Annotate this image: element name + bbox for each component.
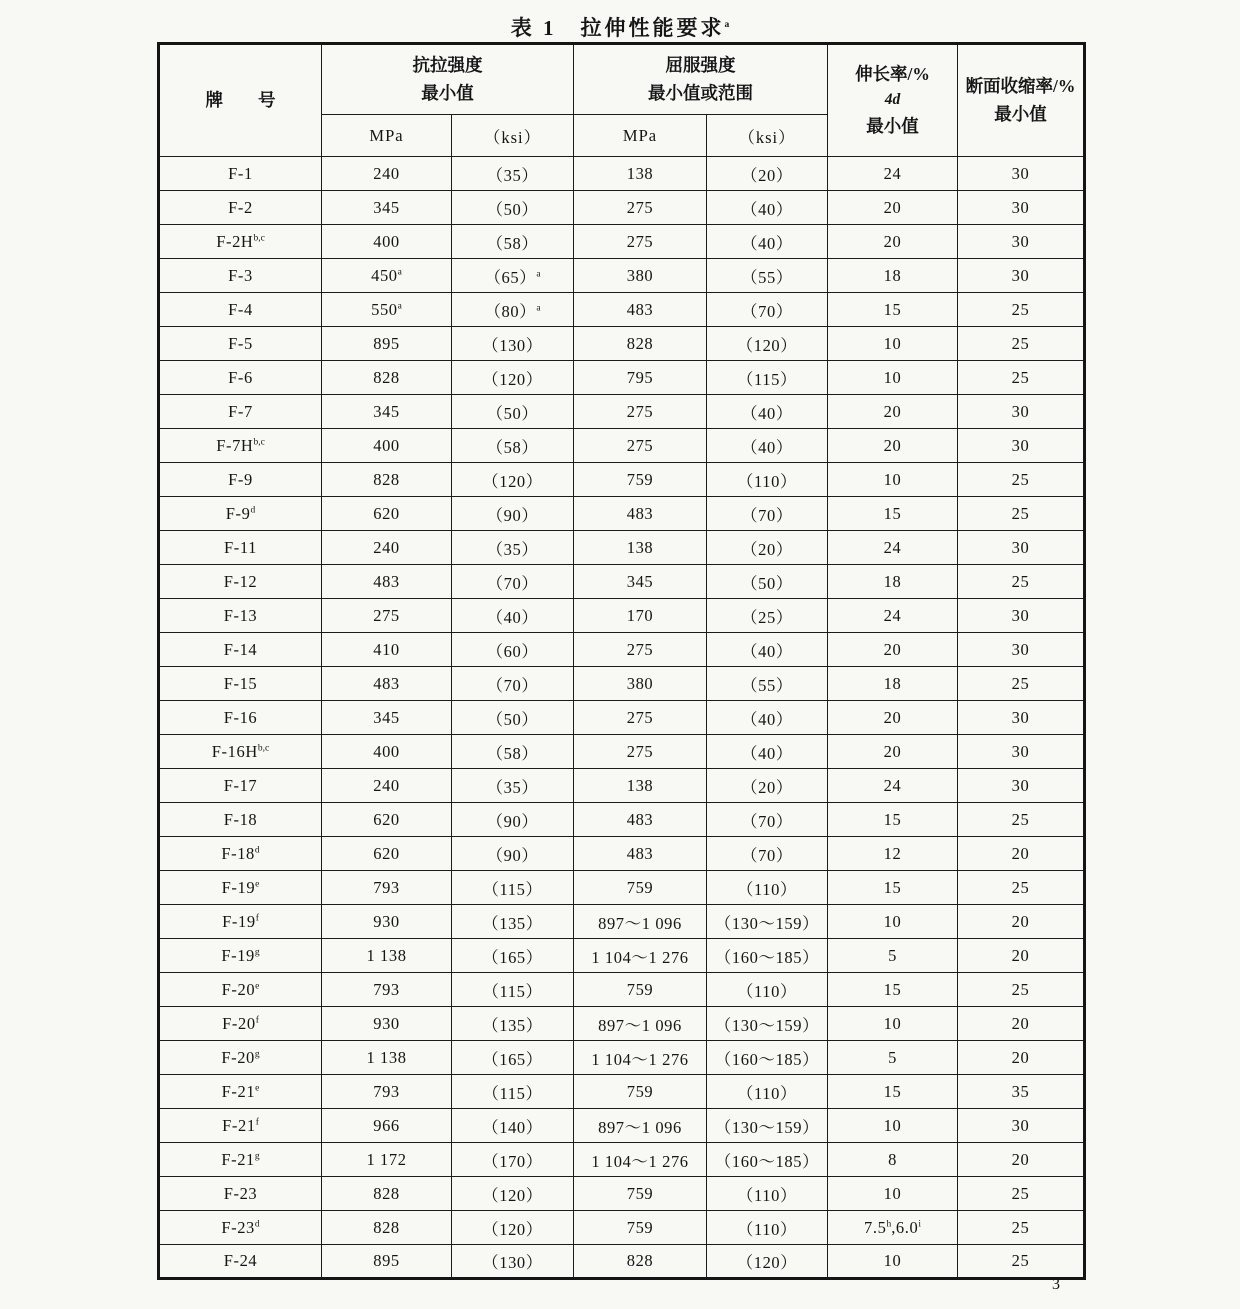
value-cell: 20 — [828, 191, 958, 225]
value-cell: （50） — [452, 395, 574, 429]
value-cell: 410 — [322, 633, 452, 667]
value-cell: 930 — [322, 1007, 452, 1041]
value-cell: 20 — [958, 1041, 1085, 1075]
table-row — [159, 667, 1085, 701]
value-cell: 8 — [828, 1143, 958, 1177]
table-row — [159, 1245, 1085, 1279]
table-row — [159, 531, 1085, 565]
value-cell: 483 — [574, 803, 707, 837]
value-cell: 10 — [828, 361, 958, 395]
value-cell: （35） — [452, 769, 574, 803]
value-cell: 759 — [574, 1211, 707, 1245]
value-cell: 30 — [958, 395, 1085, 429]
value-cell: 897～1 096 — [574, 1007, 707, 1041]
table-row — [159, 429, 1085, 463]
header-reduction-of-area — [958, 44, 1085, 157]
value-cell: 30 — [958, 225, 1085, 259]
value-cell: 25 — [958, 463, 1085, 497]
header-tensile-strength — [322, 44, 574, 115]
value-cell: （110） — [707, 1177, 828, 1211]
grade-cell: F-18$^d$ — [159, 837, 322, 871]
grade-cell: F-19$^g$ — [159, 939, 322, 973]
grade-cell: F-9 — [159, 463, 322, 497]
value-cell: 930 — [322, 905, 452, 939]
value-cell: （70） — [452, 565, 574, 599]
value-cell: （90） — [452, 497, 574, 531]
value-cell: 550$^a$ — [322, 293, 452, 327]
value-cell: 18 — [828, 565, 958, 599]
grade-cell: F-21$^f$ — [159, 1109, 322, 1143]
table-row — [159, 565, 1085, 599]
header-yield-line2: 最小值或范围 — [648, 82, 753, 103]
value-cell: （135） — [452, 1007, 574, 1041]
value-cell: （50） — [707, 565, 828, 599]
value-cell: 828 — [322, 463, 452, 497]
value-cell: 240 — [322, 531, 452, 565]
value-cell: 895 — [322, 327, 452, 361]
table-row — [159, 939, 1085, 973]
value-cell: （160～185） — [707, 1143, 828, 1177]
value-cell: 20 — [828, 735, 958, 769]
value-cell: 275 — [574, 225, 707, 259]
value-cell: 828 — [322, 361, 452, 395]
header-elongation-line2: 4d — [884, 91, 901, 109]
table-header — [159, 44, 1085, 157]
table-row — [159, 769, 1085, 803]
value-cell: 275 — [574, 191, 707, 225]
value-cell: （50） — [452, 191, 574, 225]
value-cell: 10 — [828, 1177, 958, 1211]
table-row — [159, 361, 1085, 395]
grade-cell: F-23$^d$ — [159, 1211, 322, 1245]
value-cell: 20 — [958, 1007, 1085, 1041]
table-row — [159, 1075, 1085, 1109]
value-cell: 15 — [828, 497, 958, 531]
value-cell: 20 — [958, 837, 1085, 871]
value-cell: 25 — [958, 803, 1085, 837]
value-cell: 828 — [322, 1177, 452, 1211]
value-cell: 966 — [322, 1109, 452, 1143]
value-cell: （165） — [452, 1041, 574, 1075]
table-row — [159, 973, 1085, 1007]
value-cell: （70） — [707, 803, 828, 837]
value-cell: （170） — [452, 1143, 574, 1177]
value-cell: 20 — [828, 429, 958, 463]
value-cell: 240 — [322, 769, 452, 803]
value-cell: （40） — [707, 225, 828, 259]
table-row — [159, 1109, 1085, 1143]
value-cell: （115） — [452, 973, 574, 1007]
value-cell: 25 — [958, 973, 1085, 1007]
table-row — [159, 225, 1085, 259]
value-cell: （35） — [452, 531, 574, 565]
value-cell: 345 — [574, 565, 707, 599]
value-cell: （110） — [707, 871, 828, 905]
value-cell: 897～1 096 — [574, 1109, 707, 1143]
value-cell: 25 — [958, 1177, 1085, 1211]
value-cell: （50） — [452, 701, 574, 735]
value-cell: $(65)^a$ — [452, 259, 574, 293]
value-cell: 345 — [322, 191, 452, 225]
value-cell: 759 — [574, 871, 707, 905]
table-row — [159, 599, 1085, 633]
table-row — [159, 837, 1085, 871]
value-cell: 25 — [958, 361, 1085, 395]
value-cell: 24 — [828, 769, 958, 803]
value-cell: 35 — [958, 1075, 1085, 1109]
grade-cell: F-21$^g$ — [159, 1143, 322, 1177]
table-row — [159, 1211, 1085, 1245]
value-cell: 15 — [828, 293, 958, 327]
grade-cell: F-16 — [159, 701, 322, 735]
value-cell: 483 — [574, 293, 707, 327]
value-cell: （120） — [452, 1177, 574, 1211]
grade-cell: F-20e — [159, 973, 322, 1007]
grade-cell: F-20$^g$ — [159, 1041, 322, 1075]
grade-cell: F-9$^d$ — [159, 497, 322, 531]
value-cell: 345 — [322, 701, 452, 735]
value-cell: 793 — [322, 973, 452, 1007]
table-row — [159, 905, 1085, 939]
table-row — [159, 1143, 1085, 1177]
value-cell: 380 — [574, 667, 707, 701]
value-cell: 30 — [958, 701, 1085, 735]
value-cell: （40） — [707, 191, 828, 225]
value-cell: 25 — [958, 565, 1085, 599]
value-cell: 275 — [574, 735, 707, 769]
header-tensile-ksi: （ksi） — [452, 115, 574, 157]
value-cell: 275 — [574, 395, 707, 429]
value-cell: （140） — [452, 1109, 574, 1143]
grade-cell: F-15 — [159, 667, 322, 701]
value-cell: 483 — [322, 565, 452, 599]
grade-cell: F-11 — [159, 531, 322, 565]
header-reduction-line2: 最小值 — [994, 103, 1047, 124]
header-yield-ksi: （ksi） — [707, 115, 828, 157]
value-cell: （160～185） — [707, 1041, 828, 1075]
value-cell: （130～159） — [707, 1007, 828, 1041]
value-cell: 138 — [574, 769, 707, 803]
value-cell: 759 — [574, 973, 707, 1007]
value-cell: 20 — [958, 905, 1085, 939]
value-cell: 759 — [574, 1177, 707, 1211]
grade-cell: $F-2H^{b,c}$ — [159, 225, 322, 259]
value-cell: 15 — [828, 1075, 958, 1109]
value-cell: 828 — [574, 1245, 707, 1279]
value-cell: （115） — [707, 361, 828, 395]
header-yield-strength — [574, 44, 828, 115]
header-tensile-line2: 最小值 — [421, 82, 474, 103]
grade-cell: F-20$^f$ — [159, 1007, 322, 1041]
table-row — [159, 871, 1085, 905]
value-cell: （130） — [452, 327, 574, 361]
table-title: 表 1 拉伸性能要求$^a$ — [510, 16, 730, 40]
value-cell: （40） — [707, 701, 828, 735]
header-elongation — [828, 44, 958, 157]
value-cell: 897～1 096 — [574, 905, 707, 939]
value-cell: （110） — [707, 463, 828, 497]
value-cell: （130～159） — [707, 1109, 828, 1143]
value-cell: 20 — [828, 701, 958, 735]
value-cell: 400 — [322, 225, 452, 259]
value-cell: （120） — [452, 361, 574, 395]
grade-cell: F-3 — [159, 259, 322, 293]
value-cell: 1 138 — [322, 1041, 452, 1075]
value-cell: 400 — [322, 735, 452, 769]
page-number: 3 — [1052, 1276, 1060, 1293]
value-cell: （130～159） — [707, 905, 828, 939]
table-row — [159, 327, 1085, 361]
value-cell: （115） — [452, 1075, 574, 1109]
grade-cell: F-2 — [159, 191, 322, 225]
value-cell: 483 — [322, 667, 452, 701]
grade-cell: F-6 — [159, 361, 322, 395]
value-cell: （90） — [452, 803, 574, 837]
grade-cell: F-17 — [159, 769, 322, 803]
value-cell: 828 — [574, 327, 707, 361]
header-elongation-line1: 伸长率/% — [855, 64, 930, 85]
value-cell: 5 — [828, 939, 958, 973]
grade-cell: F-4 — [159, 293, 322, 327]
value-cell: 828 — [322, 1211, 452, 1245]
table-row — [159, 803, 1085, 837]
value-cell: 1 104～1 276 — [574, 1041, 707, 1075]
value-cell: 10 — [828, 327, 958, 361]
value-cell: （120） — [707, 327, 828, 361]
value-cell: 25 — [958, 1245, 1085, 1279]
value-cell: 10 — [828, 1245, 958, 1279]
value-cell: 795 — [574, 361, 707, 395]
value-cell: （115） — [452, 871, 574, 905]
value-cell: （70） — [707, 293, 828, 327]
value-cell: 30 — [958, 429, 1085, 463]
value-cell: 620 — [322, 837, 452, 871]
value-cell: 30 — [958, 735, 1085, 769]
value-cell: 25 — [958, 497, 1085, 531]
value-cell: （120） — [452, 1211, 574, 1245]
value-cell: （25） — [707, 599, 828, 633]
value-cell: 10 — [828, 1109, 958, 1143]
grade-cell: F-18 — [159, 803, 322, 837]
value-cell: 24 — [828, 157, 958, 191]
table-row — [159, 735, 1085, 769]
header-yield-mpa: MPa — [574, 115, 707, 157]
value-cell: （120） — [452, 463, 574, 497]
header-reduction-line1: 断面收缩率/% — [965, 76, 1076, 97]
header-elongation-line3: 最小值 — [866, 115, 919, 136]
value-cell: 30 — [958, 769, 1085, 803]
value-cell: （40） — [707, 429, 828, 463]
value-cell: 20 — [958, 1143, 1085, 1177]
value-cell: （55） — [707, 259, 828, 293]
value-cell: （165） — [452, 939, 574, 973]
value-cell: 20 — [828, 633, 958, 667]
value-cell: （58） — [452, 735, 574, 769]
value-cell: 1 104～1 276 — [574, 939, 707, 973]
value-cell: 483 — [574, 837, 707, 871]
value-cell: 138 — [574, 157, 707, 191]
value-cell: 15 — [828, 871, 958, 905]
grade-cell: F-19$^f$ — [159, 905, 322, 939]
table-row — [159, 497, 1085, 531]
value-cell: 10 — [828, 1007, 958, 1041]
value-cell: 620 — [322, 803, 452, 837]
value-cell: 30 — [958, 191, 1085, 225]
value-cell: 793 — [322, 1075, 452, 1109]
value-cell: 12 — [828, 837, 958, 871]
grade-cell: F-23 — [159, 1177, 322, 1211]
value-cell: 30 — [958, 259, 1085, 293]
table-row — [159, 395, 1085, 429]
table-row — [159, 1041, 1085, 1075]
grade-cell: $F-16H^{b,c}$ — [159, 735, 322, 769]
value-cell: （58） — [452, 225, 574, 259]
value-cell: （35） — [452, 157, 574, 191]
grade-cell: F-21e — [159, 1075, 322, 1109]
value-cell: 25 — [958, 1211, 1085, 1245]
value-cell: （60） — [452, 633, 574, 667]
value-cell: 138 — [574, 531, 707, 565]
value-cell: 15 — [828, 973, 958, 1007]
table-row — [159, 191, 1085, 225]
grade-cell: F-14 — [159, 633, 322, 667]
value-cell: 30 — [958, 157, 1085, 191]
value-cell: （130） — [452, 1245, 574, 1279]
value-cell: 275 — [574, 701, 707, 735]
value-cell: （40） — [707, 735, 828, 769]
value-cell: 7.5$^h$,6.0$^i$ — [828, 1211, 958, 1245]
grade-cell: $F-7H^{b,c}$ — [159, 429, 322, 463]
grade-cell: F-24 — [159, 1245, 322, 1279]
value-cell: 240 — [322, 157, 452, 191]
table-row — [159, 293, 1085, 327]
grade-cell: F-19e — [159, 871, 322, 905]
header-grade: 牌 号 — [159, 44, 322, 157]
grade-cell: F-7 — [159, 395, 322, 429]
value-cell: 380 — [574, 259, 707, 293]
value-cell: 620 — [322, 497, 452, 531]
value-cell: （135） — [452, 905, 574, 939]
value-cell: 1 138 — [322, 939, 452, 973]
table-row — [159, 157, 1085, 191]
value-cell: （90） — [452, 837, 574, 871]
value-cell: 483 — [574, 497, 707, 531]
table-row — [159, 259, 1085, 293]
value-cell: （40） — [452, 599, 574, 633]
value-cell: （70） — [707, 837, 828, 871]
value-cell: 25 — [958, 871, 1085, 905]
table-row — [159, 1007, 1085, 1041]
header-tensile-mpa: MPa — [322, 115, 452, 157]
value-cell: 20 — [828, 225, 958, 259]
value-cell: 275 — [322, 599, 452, 633]
value-cell: 1 172 — [322, 1143, 452, 1177]
value-cell: 24 — [828, 531, 958, 565]
value-cell: 895 — [322, 1245, 452, 1279]
value-cell: 25 — [958, 293, 1085, 327]
value-cell: 15 — [828, 803, 958, 837]
grade-cell: F-5 — [159, 327, 322, 361]
value-cell: （40） — [707, 633, 828, 667]
value-cell: （55） — [707, 667, 828, 701]
value-cell: 30 — [958, 599, 1085, 633]
header-yield-line1: 屈服强度 — [665, 55, 736, 76]
table-row — [159, 1177, 1085, 1211]
value-cell: $(80)^a$ — [452, 293, 574, 327]
value-cell: （20） — [707, 531, 828, 565]
value-cell: （110） — [707, 1211, 828, 1245]
value-cell: 5 — [828, 1041, 958, 1075]
value-cell: 25 — [958, 327, 1085, 361]
value-cell: 18 — [828, 667, 958, 701]
value-cell: 20 — [958, 939, 1085, 973]
value-cell: 24 — [828, 599, 958, 633]
value-cell: 30 — [958, 633, 1085, 667]
value-cell: 759 — [574, 1075, 707, 1109]
value-cell: （120） — [707, 1245, 828, 1279]
value-cell: 30 — [958, 1109, 1085, 1143]
table-row — [159, 701, 1085, 735]
value-cell: （70） — [707, 497, 828, 531]
grade-cell: F-1 — [159, 157, 322, 191]
value-cell: （70） — [452, 667, 574, 701]
value-cell: 793 — [322, 871, 452, 905]
value-cell: 25 — [958, 667, 1085, 701]
value-cell: （110） — [707, 1075, 828, 1109]
value-cell: 345 — [322, 395, 452, 429]
value-cell: 20 — [828, 395, 958, 429]
table-row — [159, 633, 1085, 667]
value-cell: （20） — [707, 769, 828, 803]
value-cell: （20） — [707, 157, 828, 191]
value-cell: 1 104～1 276 — [574, 1143, 707, 1177]
header-tensile-line1: 抗拉强度 — [412, 55, 483, 76]
value-cell: 275 — [574, 633, 707, 667]
value-cell: （40） — [707, 395, 828, 429]
value-cell: 10 — [828, 463, 958, 497]
value-cell: 275 — [574, 429, 707, 463]
value-cell: 450$^a$ — [322, 259, 452, 293]
value-cell: （58） — [452, 429, 574, 463]
table-row — [159, 463, 1085, 497]
grade-cell: F-13 — [159, 599, 322, 633]
value-cell: 759 — [574, 463, 707, 497]
value-cell: 30 — [958, 531, 1085, 565]
value-cell: 400 — [322, 429, 452, 463]
value-cell: （160～185） — [707, 939, 828, 973]
grade-cell: F-12 — [159, 565, 322, 599]
table-body — [159, 157, 1085, 1279]
value-cell: 10 — [828, 905, 958, 939]
value-cell: 18 — [828, 259, 958, 293]
value-cell: （110） — [707, 973, 828, 1007]
value-cell: 170 — [574, 599, 707, 633]
tensile-requirements-table — [157, 42, 1086, 1280]
